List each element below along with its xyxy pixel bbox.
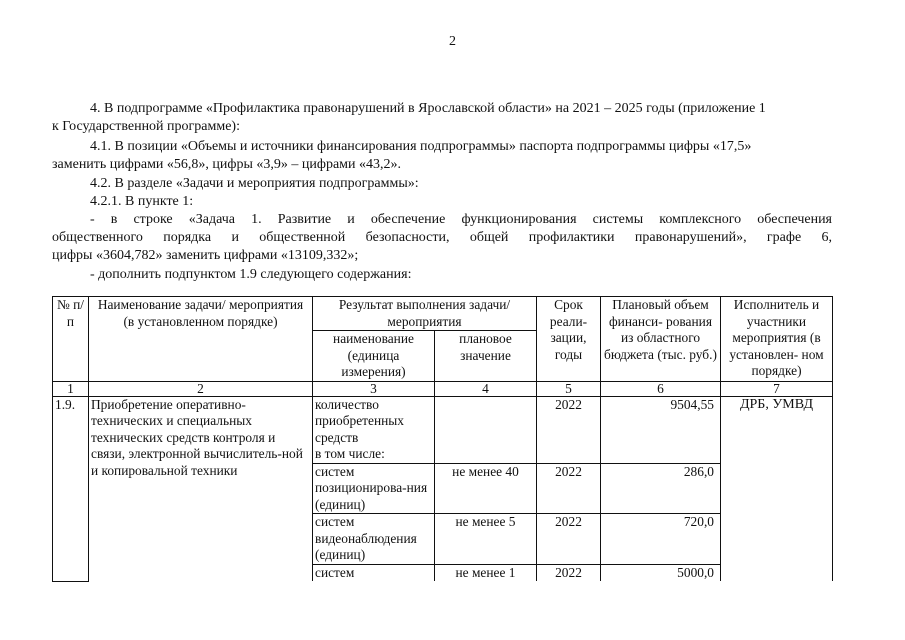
header-result-value: плановое значение — [435, 331, 537, 382]
result-name-cell: систем позиционирова-ния (единиц) — [313, 463, 435, 514]
amount-cell: 9504,55 — [601, 396, 721, 463]
year-cell: 2022 — [537, 396, 601, 463]
amount-cell: 720,0 — [601, 514, 721, 565]
header-result-name: наименование (единица измерения) — [313, 331, 435, 382]
paragraph-line-c: цифры «3604,782» заменить цифрами «13109,332»; — [52, 248, 359, 263]
row-executor: ДРБ, УМВД — [721, 396, 833, 581]
paragraph-line-b: общественного порядка и общественной безопасности, общей профилактики правонарушений», графе 6, — [52, 230, 832, 245]
column-number-row — [53, 381, 833, 396]
header-volume: Плановый объем финанси- рования из областного бюджета (тыс. руб.) — [601, 297, 721, 382]
paragraph-add-item: - дополнить подпунктом 1.9 следующего содержания: — [90, 267, 412, 282]
table-row — [53, 396, 833, 446]
paragraph-line-a: - в строке «Задача 1. Развитие и обеспечение функционирования системы комплексного обеспечения — [90, 212, 832, 227]
year-cell: 2022 — [537, 463, 601, 514]
paragraph-4-2: 4.2. В разделе «Задачи и мероприятия подпрограммы»: — [90, 176, 419, 191]
measures-table — [52, 296, 833, 582]
result-name-cell: в том числе: — [313, 446, 435, 463]
column-number: 1 — [53, 381, 89, 396]
result-value-cell: не менее 40 — [435, 463, 537, 514]
result-value-cell: не менее 1 — [435, 564, 537, 581]
paragraph-4-cont: к Государственной программе): — [52, 119, 240, 134]
header-executor: Исполнитель и участники мероприятия (в установлен- ном порядке) — [721, 297, 833, 382]
row-num: 1.9. — [53, 396, 89, 581]
paragraph-4: 4. В подпрограмме «Профилактика правонарушений в Ярославской области» на 2021 – 2025 годы (приложение 1 — [90, 101, 766, 116]
column-number: 7 — [721, 381, 833, 396]
result-value-cell: не менее 5 — [435, 514, 537, 565]
year-cell: 2022 — [537, 564, 601, 581]
header-term: Срок реали- зации, годы — [537, 297, 601, 382]
paragraph-4-2-1: 4.2.1. В пункте 1: — [90, 194, 194, 209]
paragraph-4-1: 4.1. В позиции «Объемы и источники финансирования подпрограммы» паспорта подпрограммы цифры «17,5» — [90, 139, 752, 154]
paragraph-4-1-cont: заменить цифрами «56,8», цифры «3,9» – цифрами «43,2». — [52, 157, 402, 172]
row-task-name: Приобретение оперативно-технических и специальных технических средств контроля и связи, электронной вычислитель-ной и копировальной техники — [89, 396, 313, 581]
result-name-cell: количество приобретенных средств — [313, 396, 435, 446]
header-num: № п/п — [53, 297, 89, 382]
column-number: 5 — [537, 381, 601, 396]
page-number: 2 — [449, 34, 456, 49]
column-number: 2 — [89, 381, 313, 396]
column-number: 3 — [313, 381, 435, 396]
column-number: 6 — [601, 381, 721, 396]
header-result: Результат выполнения задачи/ мероприятия — [313, 297, 537, 331]
header-task-name: Наименование задачи/ мероприятия (в установленном порядке) — [89, 297, 313, 382]
column-number: 4 — [435, 381, 537, 396]
amount-cell: 5000,0 — [601, 564, 721, 581]
result-name-cell: систем видеонаблюдения (единиц) — [313, 514, 435, 565]
amount-cell: 286,0 — [601, 463, 721, 514]
result-value-cell — [435, 396, 537, 463]
header-row — [53, 297, 833, 331]
result-name-cell: систем — [313, 564, 435, 581]
year-cell: 2022 — [537, 514, 601, 565]
